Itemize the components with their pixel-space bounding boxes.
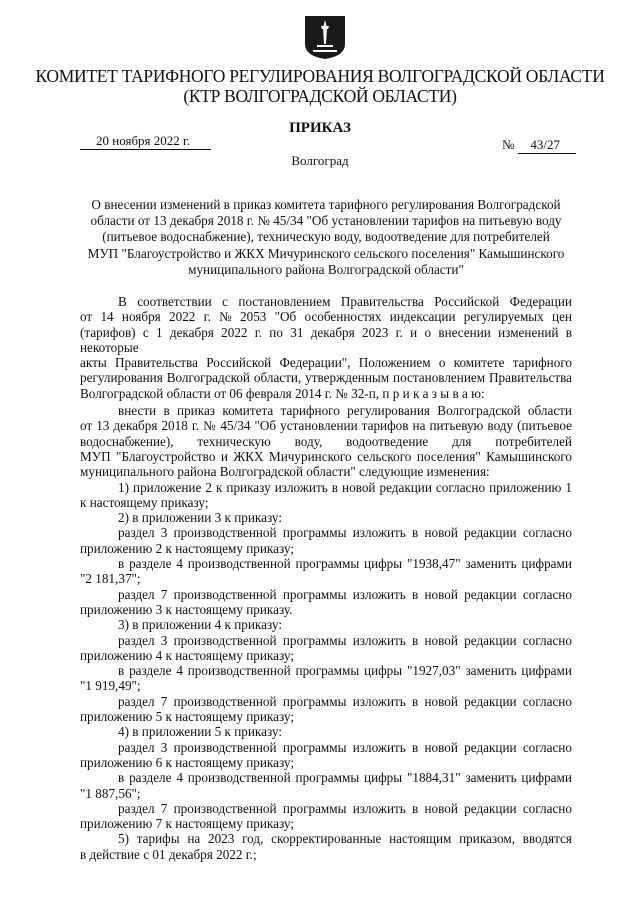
document-number [502,137,576,154]
body-text: разделе [129,663,172,679]
subject-line: области от 13 декабря 2018 г. № 45/34 "Об установлении тарифов на питьевую воду [90,213,562,229]
body-line [80,663,572,678]
body-text: новой [424,525,458,541]
body-text: г. [203,309,211,325]
body-text: 3 [160,525,168,541]
body-line [80,449,572,464]
body-text: в [118,663,125,679]
body-text: 2) в приложении 3 к приказу: [118,510,282,526]
coat-of-arms-icon [303,14,347,60]
body-text: в [412,525,419,541]
body-text: заменить [465,663,517,679]
body-line [80,801,572,816]
body-text: внести в приказ комитета тарифного регулирования Волгоградской области [118,403,572,419]
body-text: от 13 декабря 2018 г. № 45/34 "Об установлении тарифов на питьевую воду (питьевое [80,418,572,434]
body-text: 5) [118,831,129,847]
body-text: приложению 6 к настоящему приказу; [80,754,294,770]
body-text: приложению 3 к настоящему приказу. [80,601,293,617]
number-label: № [502,137,515,152]
body-text: 3 [160,739,168,755]
body-line [80,617,572,632]
body-text: соответствии [137,294,212,309]
body-text: редакции [464,525,517,541]
body-text: редакции [464,632,517,648]
body-text: муниципального района Волгоградской области" следующие изменения: [80,464,490,480]
body-text: от [80,309,93,325]
subject-line: МУП "Благоустройство и ЖКХ Мичуринского сельского поселения" Камышинского [87,245,565,261]
body-text: производственной [187,770,291,786]
body-line [80,556,572,571]
body-text: постановлением [238,294,331,309]
body-text: изложить [352,525,406,541]
body-text: 3) в приложении 4 к приказу: [118,617,282,633]
body-line [80,571,572,586]
body-text: согласно [522,586,572,602]
body-line [80,355,572,370]
body-text: приложению 2 к настоящему приказу; [80,540,294,556]
body-text: производственной [173,739,277,755]
body-text: "1884,31" [406,770,461,786]
body-text: производственной [173,525,277,541]
body-text: 4 [176,770,183,786]
body-text: согласно [522,525,572,541]
body-text: производственной [173,586,277,602]
organization-name: КОМИТЕТ ТАРИФНОГО РЕГУЛИРОВАНИЯ ВОЛГОГРАДСКОЙ ОБЛАСТИ [35,66,605,86]
body-text: приложению 5 к настоящему приказу; [80,709,294,725]
body-line [80,602,572,617]
body-text: 2053 [240,309,267,325]
body-text: техническую [197,433,271,449]
body-text: производственной [187,663,291,679]
body-text: особенностях [304,309,382,325]
body-text: раздел [118,586,155,602]
body-text: согласно [522,693,572,709]
body-line [80,370,572,385]
body-text: акты Правительства Российской Федерации", Положением о комитете тарифного [80,355,572,371]
body-text: изложить [352,693,406,709]
body-text: тарифы [136,831,180,847]
body-text: новой [424,632,458,648]
body-text: программы [282,632,347,648]
body-line [80,724,572,739]
body-text: для [452,433,472,449]
body-line [80,525,572,540]
body-text: с [222,294,228,309]
body-text: раздел [118,693,155,709]
body-text: программы [295,770,360,786]
body-text: изложить [352,632,406,648]
body-text: № [219,309,232,325]
body-line [80,541,572,556]
body-text: в [118,770,125,786]
body-text: "1 887,56"; [80,785,141,801]
body-text: изложить [352,586,406,602]
body-line [80,633,572,648]
body-text: программы [282,739,347,755]
body-text: цифрами [521,770,572,786]
body-line [80,386,572,401]
body-text: раздел [118,525,155,541]
body-text: изложить [352,800,406,816]
body-text: согласно [522,739,572,755]
body-text: 4 [176,663,183,679]
body-text: 2022 [169,309,196,325]
body-text: скорректированные [271,831,382,847]
body-text: редакции [464,693,517,709]
body-text: заменить [465,770,517,786]
body-line [80,786,572,801]
document-city: Волгоград [291,153,349,168]
body-text: регулируемых [463,309,544,325]
body-line [80,418,572,433]
subject-line: О внесении изменений в приказ комитета тарифного регулирования Волгоградской [91,197,561,212]
body-text: цифры [364,770,403,786]
body-line [80,495,572,510]
body-text: 4 [176,556,183,572]
body-text: 4) в приложении 5 к приказу: [118,724,282,740]
body-text: 7 [160,693,168,709]
body-text: программы [295,556,360,572]
body-text: Правительства [340,294,424,309]
body-text: заменить [465,556,517,572]
body-line [80,648,572,663]
body-text: новой [424,693,458,709]
body-text: потребителей [495,433,572,449]
body-text: (тарифов) с 1 декабря 2022 г. по 31 декабря 2023 г. и о внесении изменений в некоторые [80,324,572,355]
body-line [80,816,572,831]
body-text: в действие с 01 декабря 2022 г.; [80,846,257,862]
body-text: водоснабжение), [80,433,174,449]
body-text: программы [295,663,360,679]
body-text: приложению 7 к настоящему приказу; [80,816,294,832]
body-text: "2 181,37"; [80,571,141,587]
body-text: 1) приложение 2 к приказу изложить в новой редакции согласно приложению 1 [118,479,572,495]
body-text: изложить [352,739,406,755]
body-text: в [118,556,125,572]
document-type: ПРИКАЗ [289,120,351,136]
body-text: цифры [364,663,403,679]
body-text: в [412,739,419,755]
organization-abbreviation: (КТР ВОЛГОГРАДСКОЙ ОБЛАСТИ) [183,86,457,106]
body-line [80,709,572,724]
number-value: 43/27 [518,137,576,154]
body-line [80,403,572,418]
body-line [80,480,572,495]
body-text: приложению 4 к настоящему приказу; [80,647,294,663]
body-text: согласно [522,800,572,816]
body-text: Волгоградской области от 06 февраля 2014 г. № 32-п, п р и к а з ы в а ю: [80,385,485,401]
body-text: цифры [364,556,403,572]
body-line [80,678,572,693]
body-text: разделе [129,770,172,786]
body-text: в [412,586,419,602]
body-text: "Об [274,309,297,325]
body-text: согласно [522,632,572,648]
body-text: редакции [464,739,517,755]
body-text: В [118,294,127,309]
body-text: "1938,47" [406,556,461,572]
body-text: раздел [118,739,155,755]
body-text: индексации [389,309,456,325]
body-text: 7 [160,800,168,816]
body-text: программы [282,800,347,816]
body-text: программы [282,586,347,602]
body-text: 7 [160,586,168,602]
body-text: МУП "Благоустройство и ЖКХ Мичуринского сельского поселения" Камышинского [80,448,572,464]
body-text: цифрами [521,556,572,572]
body-text: 14 [100,309,114,325]
body-text: производственной [173,693,277,709]
body-text: Российской [434,294,500,309]
body-line [80,325,572,356]
body-text: воду, [294,433,323,449]
body-text: новой [424,739,458,755]
body-text: программы [282,693,347,709]
body-text: производственной [173,800,277,816]
subject-line: (питьевое водоснабжение), техническую воду, водоотведение для потребителей [102,229,550,245]
body-text: 3 [160,632,168,648]
body-text: производственной [173,632,277,648]
body-text: производственной [187,556,291,572]
body-text: 2023 [207,831,235,847]
body-text: регулирования Волгоградской области, утвержденным постановлением Правительства [80,370,572,386]
body-text: настоящим [389,831,452,847]
body-text: "1 919,49"; [80,678,141,694]
body-text: новой [424,586,458,602]
document-date: 20 ноября 2022 г. [80,133,211,150]
body-text: программы [282,525,347,541]
body-line [80,434,572,449]
body-text: водоотведение [346,433,429,449]
body-text: "1927,03" [406,663,461,679]
body-line [80,294,572,309]
body-text: цен [552,309,572,325]
body-line [80,847,572,862]
body-line [80,694,572,709]
body-line [80,510,572,525]
body-text: редакции [464,800,517,816]
subject-line: муниципального района Волгоградской области" [188,261,464,277]
body-text: в [412,693,419,709]
body-line [80,831,572,846]
body-text: раздел [118,800,155,816]
body-line [80,740,572,755]
body-line [80,464,572,479]
body-line [80,309,572,324]
body-text: в [412,800,419,816]
document-subject [80,197,572,278]
body-text: в [412,632,419,648]
body-text: год, [242,831,264,847]
body-text: цифрами [521,663,572,679]
body-line [80,755,572,770]
body-text: раздел [118,632,155,648]
body-text: приказом, [459,831,516,847]
body-text: на [187,831,201,847]
body-text: разделе [129,556,172,572]
body-text: Федерации [509,294,572,309]
body-text: вводятся [522,831,572,847]
body-line [80,587,572,602]
document-body [80,294,572,862]
body-text: редакции [464,586,517,602]
body-text: ноября [121,309,161,325]
body-text: новой [424,800,458,816]
body-line [80,770,572,785]
body-text: к настоящему приказу; [80,494,209,510]
